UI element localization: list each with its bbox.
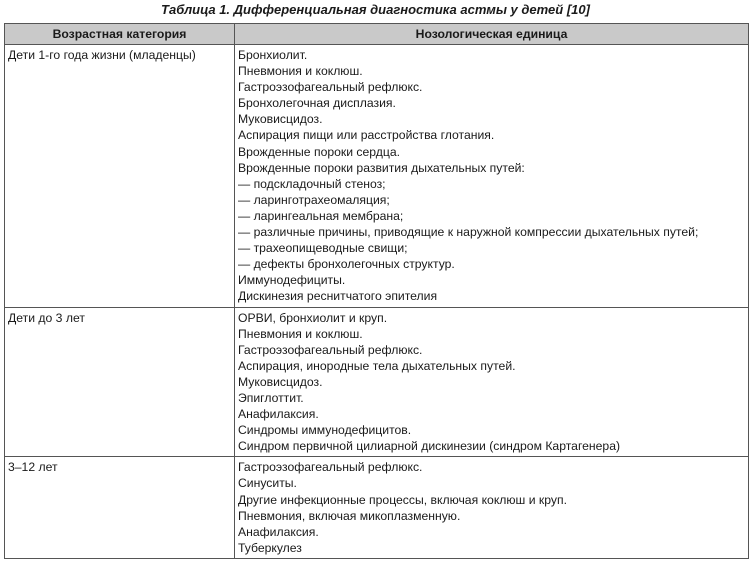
- list-item: — трахеопищеводные свищи;: [238, 241, 408, 256]
- nosology-cell: [235, 45, 749, 308]
- list-item: Синдромы иммунодефицитов.: [238, 423, 412, 438]
- list-item: Пневмония и коклюш.: [238, 64, 363, 79]
- list-item: Синдром первичной цилиарной дискинезии (синдром Картагенера): [238, 439, 621, 454]
- list-item: — различные причины, приводящие к наружной компрессии дыхательных путей;: [238, 225, 699, 240]
- list-item: Синуситы.: [238, 476, 297, 491]
- list-item: Врожденные пороки развития дыхательных путей:: [238, 160, 525, 175]
- list-item: Пневмония, включая микоплазменную.: [238, 508, 461, 523]
- list-item: Аспирация, инородные тела дыхательных путей.: [238, 358, 516, 373]
- list-item: Бронхолегочная дисплазия.: [238, 96, 396, 111]
- list-item: Иммунодефициты.: [238, 273, 346, 288]
- list-item: Пневмония и коклюш.: [238, 326, 363, 341]
- list-item: — дефекты бронхолегочных структур.: [238, 257, 455, 272]
- list-item: Дискинезия реснитчатого эпителия: [238, 289, 438, 304]
- age-cell: 3–12 лет: [5, 457, 235, 559]
- list-item: Туберкулез: [238, 540, 302, 555]
- table-row: [5, 45, 749, 308]
- list-item: ОРВИ, бронхиолит и круп.: [238, 310, 388, 325]
- list-item: Другие инфекционные процессы, включая коклюш и круп.: [238, 492, 567, 507]
- list-item: Бронхиолит.: [238, 48, 308, 62]
- age-cell: Дети 1-го года жизни (младенцы): [5, 45, 235, 308]
- list-item: Врожденные пороки сердца.: [238, 144, 401, 159]
- list-item: Аспирация пищи или расстройства глотания.: [238, 128, 495, 143]
- table-caption: Таблица 1. Дифференциальная диагностика астмы у детей [10]: [161, 2, 590, 17]
- list-item: Гастроэзофагеальный рефлюкс.: [238, 342, 423, 357]
- list-item: Эпиглоттит.: [238, 390, 304, 405]
- header-nosological-unit: Нозологическая единица: [235, 24, 749, 45]
- table-row: [5, 307, 749, 457]
- nosology-cell: [235, 457, 749, 559]
- list-item: Гастроэзофагеальный рефлюкс.: [238, 460, 423, 475]
- header-age-category: Возрастная категория: [5, 24, 235, 45]
- nosology-cell: [235, 307, 749, 457]
- age-cell: Дети до 3 лет: [5, 307, 235, 457]
- list-item: — ларингеальная мембрана;: [238, 208, 404, 223]
- table-row: [5, 457, 749, 559]
- list-item: — подскладочный стеноз;: [238, 176, 386, 191]
- list-item: Гастроэзофагеальный рефлюкс.: [238, 80, 423, 95]
- list-item: — ларинготрахеомаляция;: [238, 192, 390, 207]
- list-item: Муковисцидоз.: [238, 374, 323, 389]
- list-item: Анафилаксия.: [238, 524, 319, 539]
- list-item: Анафилаксия.: [238, 407, 319, 422]
- table-header-row: [5, 24, 749, 45]
- list-item: Муковисцидоз.: [238, 112, 323, 127]
- differential-diagnosis-table: [4, 23, 749, 559]
